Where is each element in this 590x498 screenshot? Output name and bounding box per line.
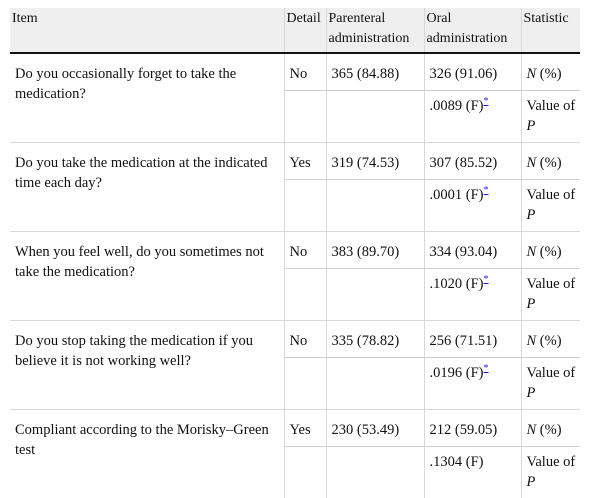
detail-empty xyxy=(284,91,326,143)
table-row xyxy=(10,321,580,358)
statistic-p xyxy=(521,447,580,498)
n-suffix: (%) xyxy=(536,244,561,260)
value-of-label: Value of xyxy=(527,276,576,292)
item-question: Do you stop taking the medication if you believe it is not working well? xyxy=(10,321,284,410)
p-label: P xyxy=(527,296,536,312)
parenteral-empty xyxy=(326,447,424,498)
footnote-asterisk-link[interactable]: * xyxy=(483,96,488,107)
table-body xyxy=(10,53,580,498)
detail-cell: No xyxy=(284,53,326,91)
parenteral-empty xyxy=(326,269,424,321)
detail-cell: Yes xyxy=(284,410,326,447)
p-value: .0001 (F) xyxy=(430,187,484,203)
n-label: N xyxy=(527,244,537,260)
detail-empty xyxy=(284,180,326,232)
footnote-asterisk-link[interactable]: * xyxy=(483,274,488,285)
n-label: N xyxy=(527,333,537,349)
item-question: When you feel well, do you sometimes not take the medication? xyxy=(10,232,284,321)
parenteral-value: 230 (53.49) xyxy=(326,410,424,447)
item-question: Do you take the medication at the indicated time each day? xyxy=(10,143,284,232)
parenteral-empty xyxy=(326,358,424,410)
header-row xyxy=(10,8,580,53)
n-suffix: (%) xyxy=(536,155,561,171)
n-label: N xyxy=(527,155,537,171)
n-suffix: (%) xyxy=(536,66,561,82)
header-statistic: Statistic xyxy=(521,8,580,53)
p-value-cell xyxy=(424,358,521,410)
oral-value: 212 (59.05) xyxy=(424,410,521,447)
oral-value: 326 (91.06) xyxy=(424,53,521,91)
header-parenteral: Parenteral administration xyxy=(326,8,424,53)
p-value: .0089 (F) xyxy=(430,98,484,114)
n-label: N xyxy=(527,66,537,82)
item-question: Compliant according to the Morisky–Green test xyxy=(10,410,284,498)
header-detail: Detail xyxy=(284,8,326,53)
parenteral-empty xyxy=(326,91,424,143)
detail-empty xyxy=(284,269,326,321)
parenteral-value: 365 (84.88) xyxy=(326,53,424,91)
table-row xyxy=(10,143,580,180)
oral-value: 307 (85.52) xyxy=(424,143,521,180)
statistic-n xyxy=(521,410,580,447)
statistic-p xyxy=(521,180,580,232)
value-of-label: Value of xyxy=(527,98,576,114)
table-row xyxy=(10,232,580,269)
p-value-cell xyxy=(424,269,521,321)
p-label: P xyxy=(527,207,536,223)
p-value: .1020 (F) xyxy=(430,276,484,292)
statistic-n xyxy=(521,143,580,180)
header-oral: Oral administration xyxy=(424,8,521,53)
oral-value: 256 (71.51) xyxy=(424,321,521,358)
compliance-table xyxy=(10,8,580,498)
p-value: .0196 (F) xyxy=(430,365,484,381)
n-suffix: (%) xyxy=(536,422,561,438)
p-label: P xyxy=(527,118,536,134)
value-of-label: Value of xyxy=(527,454,576,470)
detail-cell: No xyxy=(284,321,326,358)
statistic-n xyxy=(521,232,580,269)
table-row xyxy=(10,53,580,91)
statistic-p xyxy=(521,358,580,410)
detail-empty xyxy=(284,447,326,498)
p-value-cell xyxy=(424,447,521,498)
p-label: P xyxy=(527,474,536,490)
statistic-n xyxy=(521,321,580,358)
table-row xyxy=(10,410,580,447)
p-label: P xyxy=(527,385,536,401)
n-suffix: (%) xyxy=(536,333,561,349)
footnote-asterisk-link[interactable]: * xyxy=(483,185,488,196)
oral-value: 334 (93.04) xyxy=(424,232,521,269)
parenteral-value: 335 (78.82) xyxy=(326,321,424,358)
parenteral-empty xyxy=(326,180,424,232)
p-value-cell xyxy=(424,180,521,232)
p-value: .1304 (F) xyxy=(430,454,484,470)
header-item: Item xyxy=(10,8,284,53)
detail-empty xyxy=(284,358,326,410)
p-value-cell xyxy=(424,91,521,143)
n-label: N xyxy=(527,422,537,438)
statistic-p xyxy=(521,91,580,143)
detail-cell: No xyxy=(284,232,326,269)
statistic-n xyxy=(521,53,580,91)
detail-cell: Yes xyxy=(284,143,326,180)
parenteral-value: 383 (89.70) xyxy=(326,232,424,269)
value-of-label: Value of xyxy=(527,187,576,203)
footnote-asterisk-link[interactable]: * xyxy=(483,363,488,374)
value-of-label: Value of xyxy=(527,365,576,381)
item-question: Do you occasionally forget to take the medication? xyxy=(10,53,284,143)
parenteral-value: 319 (74.53) xyxy=(326,143,424,180)
statistic-p xyxy=(521,269,580,321)
